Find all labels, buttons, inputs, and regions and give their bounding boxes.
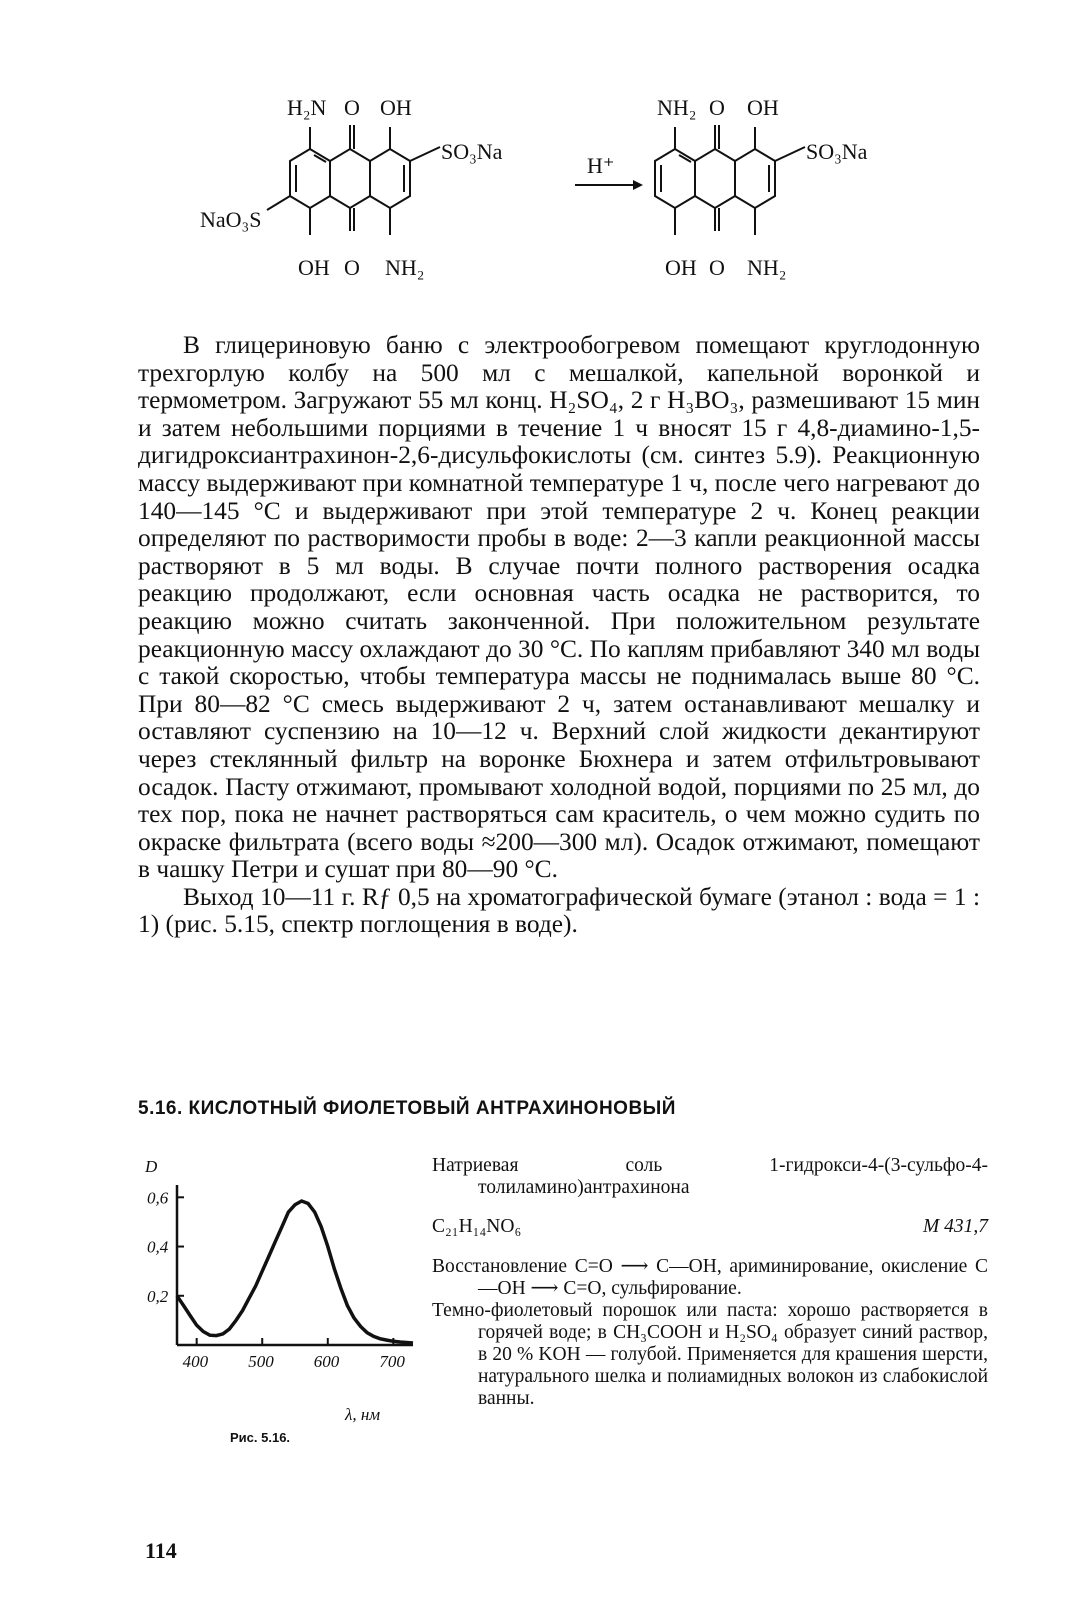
absorption-curve bbox=[177, 1201, 413, 1343]
right-top-amine: NH₂ bbox=[657, 95, 697, 120]
procedure-paragraph: В глицериновую баню с электрообогревом помещают круглодонную трехгорлую колбу на 500 мл с мешалкой, капельной воронкой и термометром. Загружают 55 мл конц. H₂SO₄, 2 г H₃BO₃, размешивают 15 мин и затем небольшими порциями в течение 1 ч вносят 15 г 4,8-диамино-1,5-дигидроксиантрахинон-2,6-дисульфокислоты (см. синтез 5.9). Реакционную массу выдерживают при комнатной температуре 1 ч, после чего нагревают до 140—145 °С и выдерживают при этой температуре 2 ч. Конец реакции определяют по растворимости пробы в воде: 2—3 капли реакционной массы растворяют в 5 мл воды. В случае почти полного растворения осадка реакцию продолжают, если основная часть осадка не растворится, то реакцию можно считать законченной. При положительном результате реакционную массу охлаждают до 30 °С. По каплям прибавляют 340 мл воды с такой скоростью, чтобы температура массы не поднималась выше 80 °С. При 80—82 °С смесь выдерживают 2 ч, затем останавливают мешалку и оставляют суспензию на 10—12 ч. Верхний слой жидкости декантируют через стеклянный фильтр на воронке Бюхнера и затем отфильтровывают осадок. Пасту отжимают, промывают холодной водой, порциями по 25 мл, до тех пор, пока не начнет растворяться сам краситель, о чем можно судить по окраске фильтрата (всего воды ≈200—300 мл). Осадок отжимают, помещают в чашку Петри и сушат при 80—90 °С. bbox=[138, 331, 980, 884]
left-bottom-amine: NH₂ bbox=[385, 255, 425, 280]
x-tick-label: 400 bbox=[182, 1352, 209, 1371]
x-tick-label: 600 bbox=[313, 1352, 340, 1371]
reaction-scheme bbox=[195, 85, 935, 290]
x-axis-label: λ, нм bbox=[345, 1405, 381, 1424]
right-top-hydroxy: OH bbox=[747, 95, 779, 120]
arrow-condition: H⁺ bbox=[587, 153, 615, 178]
right-sulfonate: SO₃Na bbox=[806, 139, 868, 164]
left-bottom-oxo: O bbox=[344, 255, 360, 280]
section-heading: 5.16. КИСЛОТНЫЙ ФИОЛЕТОВЫЙ АНТРАХИНОНОВЫЙ bbox=[138, 1098, 676, 1119]
formula-row bbox=[432, 1216, 988, 1238]
right-bottom-hydroxy: OH bbox=[665, 255, 697, 280]
right-top-oxo: O bbox=[709, 95, 725, 120]
reaction-arrow bbox=[575, 180, 643, 190]
synthesis-steps: Восстановление C=O ⟶ C—OH, ариминирование, окисление C—OH ⟶ C=O, сульфирование. bbox=[432, 1256, 988, 1299]
molecular-formula: C₂₁H₁₄NO₆ bbox=[432, 1216, 522, 1237]
y-tick-label: 0,2 bbox=[147, 1286, 169, 1306]
molecular-mass: M 431,7 bbox=[923, 1216, 988, 1237]
y-tick-label: 0,4 bbox=[147, 1237, 169, 1257]
procedure-text bbox=[138, 332, 980, 939]
y-tick-label: 0,6 bbox=[147, 1188, 169, 1208]
y-axis-label: D bbox=[145, 1157, 158, 1176]
right-bottom-oxo: O bbox=[709, 255, 725, 280]
page-number: 114 bbox=[145, 1538, 177, 1563]
compound-description: Темно-фиолетовый порошок или паста: хорошо растворяется в горячей воде; в CH₃COOH и H₂SO₄ образует синий раствор, в 20 % KOH — голубой. Применяется для крашения шерсти, натурального шелка и полиамидных волокон из слабокислой ванны. bbox=[432, 1300, 988, 1409]
x-tick-label: 500 bbox=[248, 1352, 274, 1371]
left-sulfonate-right: SO₃Na bbox=[441, 139, 503, 164]
absorption-spectrum-chart bbox=[135, 1150, 420, 1430]
right-bottom-amine: NH₂ bbox=[747, 255, 787, 280]
left-top-hydroxy: OH bbox=[380, 95, 412, 120]
x-tick-label: 700 bbox=[379, 1352, 405, 1371]
left-sulfonate-left: NaO₃S bbox=[200, 207, 262, 232]
compound-name: Натриевая соль 1-гидрокси-4-(3-сульфо-4-толиламино)антрахинона bbox=[432, 1155, 988, 1198]
left-structure bbox=[267, 125, 440, 235]
right-structure bbox=[655, 125, 805, 235]
left-top-amine: H₂N bbox=[287, 95, 327, 120]
left-top-oxo: O bbox=[344, 95, 360, 120]
compound-info bbox=[432, 1155, 988, 1410]
figure-caption: Рис. 5.16. bbox=[230, 1430, 291, 1445]
left-bottom-hydroxy: OH bbox=[298, 255, 330, 280]
yield-paragraph: Выход 10—11 г. Rƒ 0,5 на хроматографической бумаге (этанол : вода = 1 : 1) (рис. 5.15, спектр поглощения в воде). bbox=[138, 882, 980, 939]
